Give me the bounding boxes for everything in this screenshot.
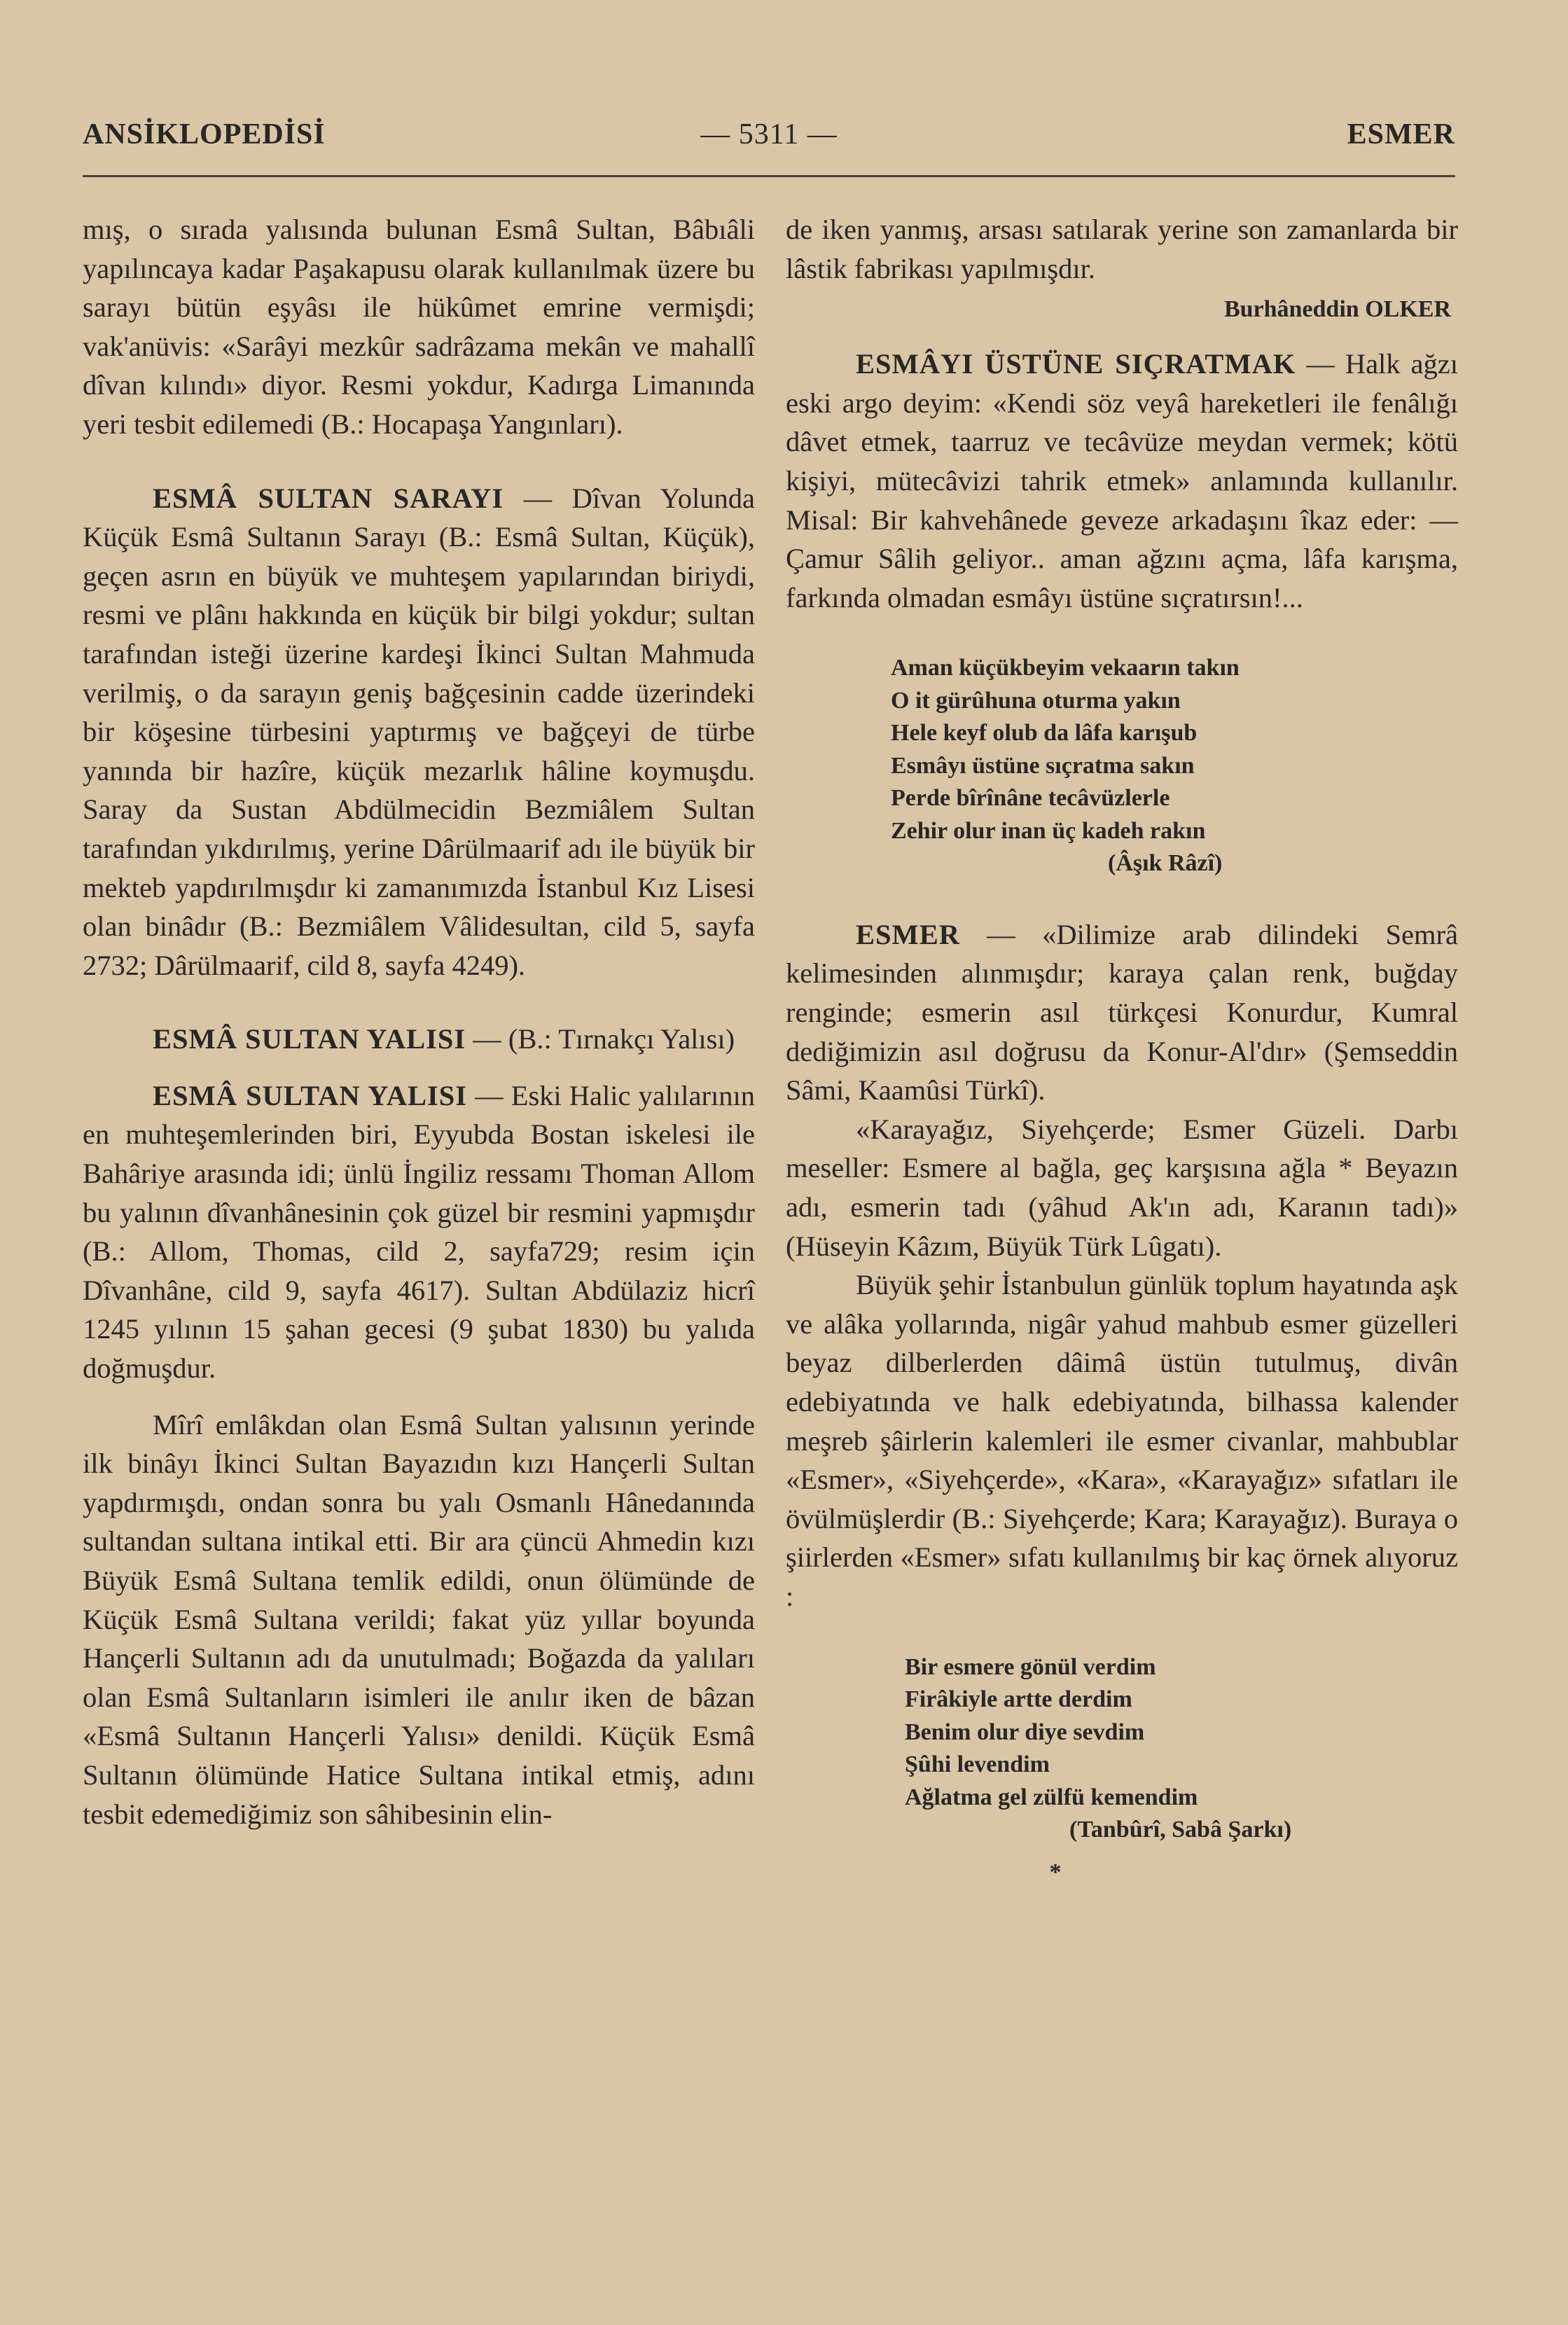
poem-line: Firâkiyle artte derdim [905,1686,1132,1713]
poem-attribution: (Tanbûrî, Sabâ Şarkı) [1069,1817,1292,1843]
page-number: — 5311 — [700,118,838,151]
poem-line: Şûhi levendim [905,1751,1050,1778]
header-rule [83,175,1455,177]
poem-tanburi [905,1651,1458,1847]
poem-line: Hele keyf olub da lâfa karışub [891,720,1198,747]
poem-line: O it gürûhuna oturma yakın [891,687,1181,714]
entry-body: — (B.: Tırnakçı Yalısı) [466,1023,735,1055]
header-title: ANSİKLOPEDİSİ [83,118,326,151]
entry-esma-sultan-sarayi [83,479,755,985]
page-header [83,118,1455,160]
end-mark: * [1049,1859,1062,1885]
header-entry-word: ESMER [1347,118,1455,151]
entry-heading: ESMÂ SULTAN YALISI [153,1023,466,1055]
entry-heading: ESMÂ SULTAN YALISI [153,1079,468,1111]
poem-line: Zehir olur inan üç kadeh rakın [891,817,1206,844]
entry-esmayi-ustune [786,345,1458,617]
entry-body: — Eski Halic yalılarının en muhteşemlerinden biri, Eyyubda Bostan iskelesi ile Bahâriye arasında idi; ünlü İngiliz ressamı Thoman Allom bu yalının dîvanhânesinin çok güzel bir resmini yapmışdır (B.: Allom, Thomas, cild 2, sayfa729; resim için Dîvanhâne, cild 9, sayfa 4617). Sultan Abdülaziz hicrî 1245 yılının 15 şahan gecesi (9 şubat 1830) bu yalıda doğmuşdur. [83,1079,755,1384]
author-signature: Burhâneddin OLKER [1223,296,1451,323]
poem-attribution: (Âşık Râzî) [1108,850,1223,877]
poem-line: Aman küçükbeyim vekaarın takın [891,655,1240,681]
entry-body: — Halk ağzı eski argo deyim: «Kendi söz veyâ hareketleri ile fenâlığı dâvet etmek, taarruz ve tecâvüze meydan vermek; kötü kişiyi, mütecâvizi tahrik etmek» anlamında kullanılır. Misal: Bir kahvehânede geveze arkadaşını îkaz eder: — Çamur Sâlih geliyor.. aman ağzını açma, lâfa karışma, farkında olmadan esmâyı üstüne sıçratırsın!... [786,348,1458,613]
entry-body: — «Dilimize arab dilindeki Semrâ kelimesinden alınmışdır; karaya çalan renk, buğday renginde; esmerin asıl türkçesi Konurdur, Kumral dediğimizin asıl doğrusu da Konur-Al'dır» (Şemseddin Sâmi, Kaamûsi Türkî). [786,918,1458,1106]
poem-line: Ağlatma gel zülfü kemendim [905,1784,1198,1810]
continued-paragraph: mış, o sırada yalısında bulunan Esmâ Sultan, Bâbıâli yapılıncaya kadar Paşakapusu olarak kullanılmak üzere bu sarayı bütün eşyâsı ile hükûmet emrine vermişdi; vak'anüvis: «Sarâyi mezkûr sadrâzama mekân ve mahallî dîvan kılındı» diyor. Resmi yokdur, Kadırga Limanında yeri tesbit edilemedi (B.: Hocapaşa Yangınları). [83,214,755,440]
entry-heading: ESMER [856,918,961,950]
poem-asik-razi [891,652,1458,880]
poem-line: Bir esmere gönül verdim [905,1653,1156,1680]
entry-heading: ESMÂ SULTAN SARAYI [153,482,504,514]
entry-esmer [786,915,1458,1110]
poem-line: Perde bîrînâne tecâvüzlerle [891,785,1170,812]
right-column [786,210,1458,1886]
left-column [83,210,755,1833]
poem-line: Benim olur diye sevdim [905,1719,1145,1745]
body-paragraph: Mîrî emlâkdan olan Esmâ Sultan yalısının yerinde ilk binâyı İkinci Sultan Bayazıdın kızı Hançerli Sultan yapdırmışdı, ondan sonra bu yalı Osmanlı Hânedanında sultandan sultana intikal etti. Bir ara çüncü Ahmedin kızı Büyük Esmâ Sultana temlik edildi, onun ölümünde de Küçük Esmâ Sultana verildi; fakat yüz yıllar boyunda Hançerli Sultanın adı da unutulmadı; Boğazda da yalıları olan Esmâ Sultanların isimleri ile anılır iken de bâzan «Esmâ Sultanın Hançerli Yalısı» denildi. Küçük Esmâ Sultanın ölümünde Hatice Sultana intikal etmiş, adını tesbit edemediğimiz son sâhibesinin elin- [83,1408,755,1830]
poem-line: Esmâyı üstüne sıçratma sakın [891,752,1195,779]
entry-esma-sultan-yalisi [83,1076,755,1388]
entry-esma-sultan-yalisi-ref [83,1020,755,1059]
continued-paragraph: de iken yanmış, arsası satılarak yerine son zamanlarda bir lâstik fabrikası yapılmışdır. [786,214,1458,284]
body-paragraph: Büyük şehir İstanbulun günlük toplum hayatında aşk ve alâka yollarında, nigâr yahud mahbub esmer güzelleri beyaz dilberlerden dâimâ üstün tutulmuş, divân edebiyatında ve halk edebiyatında, bilhassa kalender meşreb şâirlerin kalemleri ile esmer civanlar, mahbublar «Esmer», «Siyehçerde», «Kara», «Karayağız» sıfatları ile övülmüşlerdir (B.: Siyehçerde; Kara; Karayağız). Buraya o şiirlerden «Esmer» sıfatı kullanılmış bir kaç örnek alıyoruz : [786,1269,1458,1612]
entry-heading: ESMÂYI ÜSTÜNE SIÇRATMAK [856,348,1296,380]
entry-body: — Dîvan Yolunda Küçük Esmâ Sultanın Sarayı (B.: Esmâ Sultan, Küçük), geçen asrın en büyük ve muhteşem yapılarından biriydi, resmi ve plânı hakkında en küçük bir bilgi yokdur; sultan tarafından isteği üzerine kardeşi İkinci Sultan Mahmuda verilmiş, o da sarayın geniş bağçesinin cadde üzerindeki bir köşesine türbesini yaptırmış ve bağçeyi de türbe yanında bir hazîre, küçük mezarlık hâline koymuşdu. Saray da Sustan Abdülmecidin Bezmiâlem Sultan tarafından yıkdırılmış, yerine Dârülmaarif adı ile büyük bir mekteb yapdırılmışdır ki zamanımızda İstanbul Kız Lisesi olan binâdır (B.: Bezmiâlem Vâlidesultan, cild 5, sayfa 2732; Dârülmaarif, cild 8, sayfa 4249). [83,482,755,981]
body-paragraph: «Karayağız, Siyehçerde; Esmer Güzeli. Darbı meseller: Esmere al bağla, geç karşısına ağla * Beyazın adı, esmerin tadı (yâhud Ak'ın adı, Karanın tadı)» (Hüseyin Kâzım, Büyük Türk Lûgatı). [786,1113,1458,1262]
